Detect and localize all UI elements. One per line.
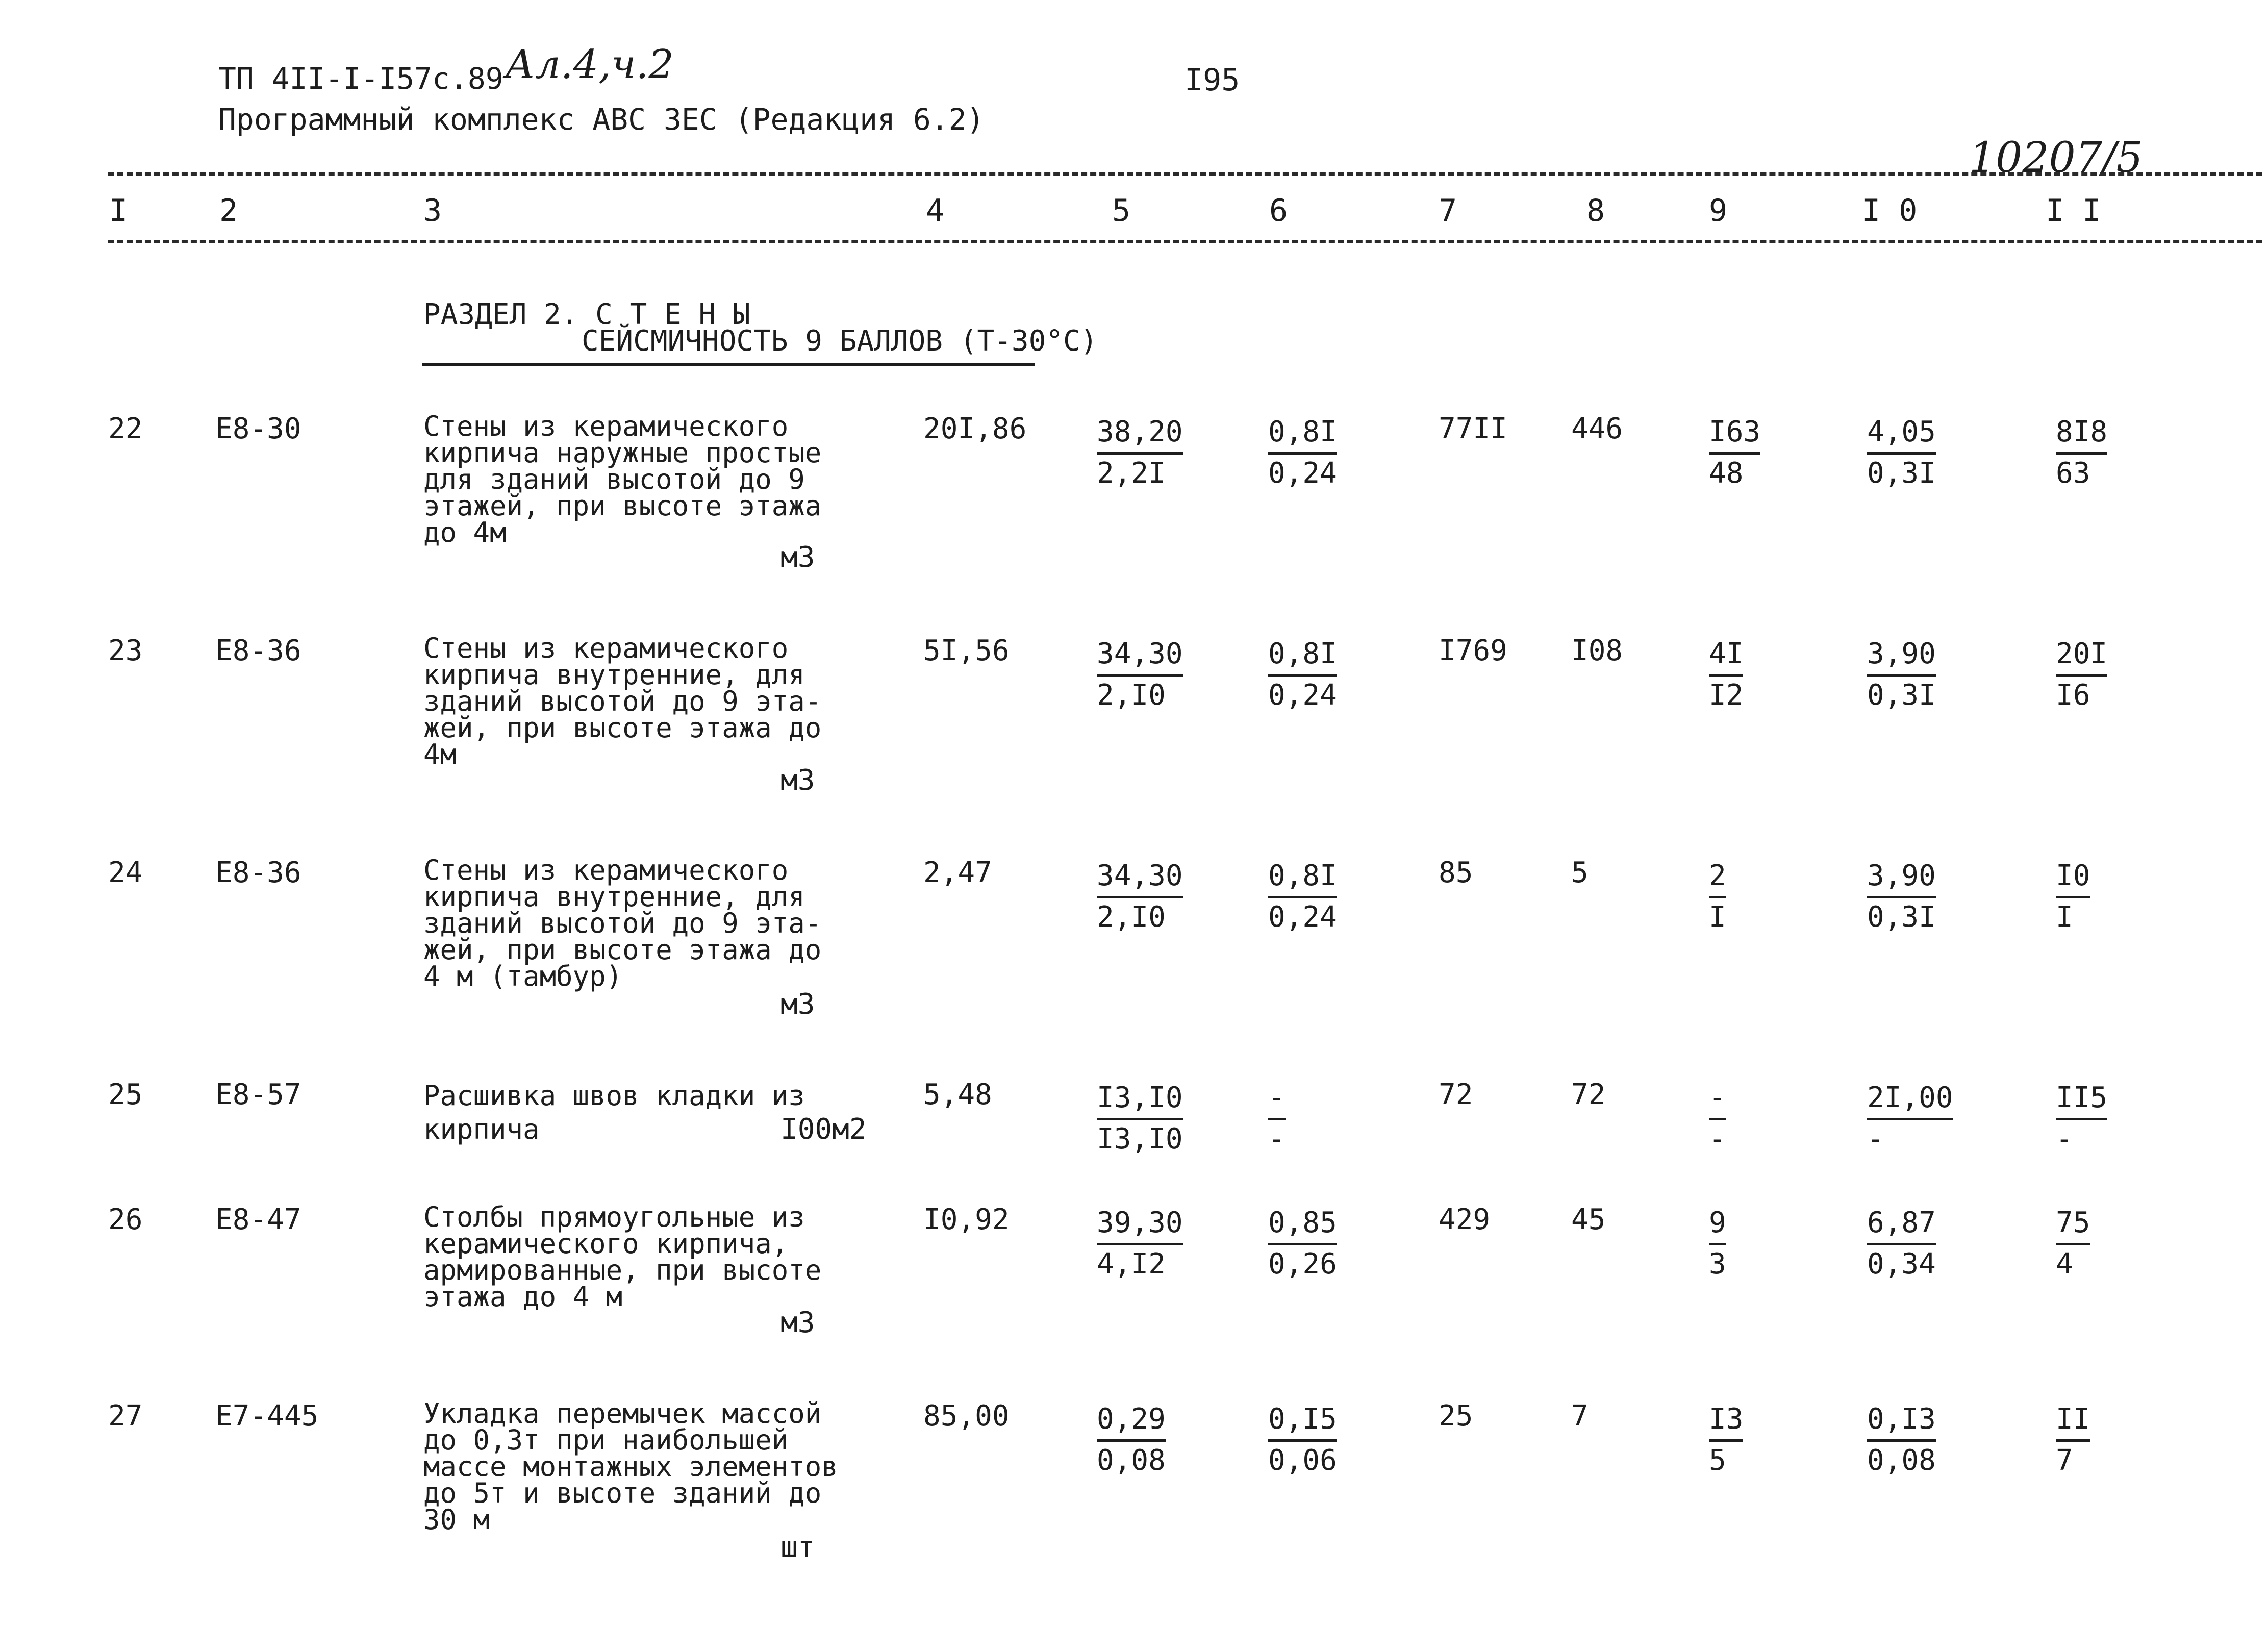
- total-machine-wages: I: [1709, 900, 1726, 934]
- total-machine-cost: [1709, 1079, 1726, 1158]
- unit-cost-total: 34,30: [1097, 635, 1183, 677]
- total-labor-workers: 20I: [2056, 635, 2107, 677]
- handwritten-note: Ал.4,ч.2: [505, 42, 674, 88]
- unit-labor-machinists: 0,3I: [1867, 900, 1936, 934]
- total-cost: 77II: [1439, 412, 1507, 445]
- total-machine-total: 2: [1709, 857, 1726, 898]
- norm-code: Е8-36: [215, 634, 301, 667]
- total-wages: 45: [1571, 1203, 1606, 1236]
- unit-labor-workers: 2I,00: [1867, 1079, 1953, 1120]
- work-description: Столбы прямоугольные из керамического кирпича, армированные, при высоте этажа до 4 м: [423, 1201, 822, 1313]
- unit-machine-total: 0,8I: [1268, 635, 1337, 677]
- unit-labor-workers: 6,87: [1867, 1204, 1936, 1245]
- total-machine-cost: [1709, 857, 1726, 936]
- norm-code: Е8-30: [215, 412, 301, 445]
- total-machine-total: 4I: [1709, 635, 1743, 677]
- column-number: 8: [1586, 193, 1605, 229]
- section-title: РАЗДЕЛ 2. С Т Е Н Ы: [423, 298, 750, 331]
- unit-machine-cost: [1268, 857, 1337, 936]
- total-cost: 429: [1439, 1203, 1491, 1236]
- unit-cost-total: 34,30: [1097, 857, 1183, 898]
- total-machine-total: 9: [1709, 1204, 1726, 1245]
- unit-of-measure: м3: [780, 1306, 815, 1339]
- total-labor-machinists: I: [2056, 900, 2073, 934]
- unit-machine-total: -: [1268, 1079, 1286, 1120]
- total-machine-cost: [1709, 635, 1743, 714]
- total-labor-machinists: -: [2056, 1122, 2073, 1156]
- unit-machine-wages: 0,24: [1268, 457, 1337, 490]
- unit-labor: [1867, 857, 1936, 936]
- row-number: 25: [108, 1078, 143, 1111]
- unit-cost: [1097, 413, 1183, 492]
- column-number: 2: [219, 193, 238, 229]
- archive-number: 10207/5: [1969, 134, 2143, 182]
- unit-machine-cost: [1268, 1400, 1337, 1480]
- norm-code: Е8-47: [215, 1203, 301, 1236]
- work-description: Стены из керамического кирпича наружные простые для зданий высотой до 9 этажей, при высоте этажа до 4м: [423, 410, 822, 548]
- norm-code: Е7-445: [215, 1399, 319, 1433]
- unit-labor: [1867, 1204, 1936, 1283]
- unit-of-measure: м3: [780, 764, 815, 797]
- total-labor: [2056, 635, 2107, 714]
- total-labor-workers: II: [2056, 1400, 2090, 1442]
- quantity: 5I,56: [923, 634, 1010, 667]
- unit-machine-wages: 0,26: [1268, 1247, 1337, 1281]
- unit-cost: [1097, 1204, 1183, 1283]
- unit-labor: [1867, 413, 1936, 492]
- row-number: 22: [108, 412, 143, 445]
- unit-machine-cost: [1268, 635, 1337, 714]
- total-machine-total: I3: [1709, 1400, 1743, 1442]
- total-labor-machinists: I6: [2056, 679, 2090, 712]
- unit-labor-machinists: 0,3I: [1867, 679, 1936, 712]
- total-machine-wages: -: [1709, 1122, 1726, 1156]
- total-machine-wages: 3: [1709, 1247, 1726, 1281]
- unit-labor-workers: 3,90: [1867, 635, 1936, 677]
- unit-labor-workers: 4,05: [1867, 413, 1936, 455]
- total-cost: I769: [1439, 634, 1507, 667]
- total-labor-workers: II5: [2056, 1079, 2107, 1120]
- unit-cost-total: 39,30: [1097, 1204, 1183, 1245]
- header-top-rule: [108, 172, 2262, 176]
- quantity: 5,48: [923, 1078, 992, 1111]
- total-labor-workers: 8I8: [2056, 413, 2107, 455]
- unit-cost-total: 38,20: [1097, 413, 1183, 455]
- page-number: I95: [1185, 62, 1240, 98]
- unit-machine-cost: [1268, 1204, 1337, 1283]
- unit-cost-wages: 2,2I: [1097, 457, 1166, 490]
- norm-code: Е8-36: [215, 856, 301, 889]
- total-machine-wages: I2: [1709, 679, 1744, 712]
- unit-labor-machinists: 0,08: [1867, 1444, 1936, 1477]
- unit-machine-total: 0,85: [1268, 1204, 1337, 1245]
- unit-cost-total: I3,I0: [1097, 1079, 1183, 1120]
- unit-machine-total: 0,8I: [1268, 857, 1337, 898]
- total-labor-workers: I0: [2056, 857, 2090, 898]
- work-description: Стены из керамического кирпича внутренние, для зданий высотой до 9 эта- жей, при высоте этажа до 4 м (тамбур): [423, 854, 822, 992]
- total-machine-wages: 5: [1709, 1444, 1726, 1477]
- unit-machine-wages: 0,24: [1268, 900, 1337, 934]
- work-description: Стены из керамического кирпича внутренние, для зданий высотой до 9 эта- жей, при высоте этажа до 4м: [423, 632, 822, 770]
- row-number: 26: [108, 1203, 143, 1236]
- program-line: Программный комплекс АВС 3ЕС (Редакция 6.2): [218, 102, 985, 137]
- total-machine-wages: 48: [1709, 457, 1744, 490]
- column-number: 7: [1439, 193, 1457, 229]
- total-machine-cost: [1709, 413, 1760, 492]
- column-number: 3: [423, 193, 442, 229]
- total-labor: [2056, 1079, 2107, 1158]
- total-cost: 85: [1439, 856, 1473, 889]
- work-description: Расшивка швов кладки из кирпича: [423, 1080, 805, 1145]
- header-bottom-rule: [108, 240, 2262, 243]
- unit-labor-workers: 3,90: [1867, 857, 1936, 898]
- unit-machine-wages: 0,24: [1268, 679, 1337, 712]
- total-machine-total: -: [1709, 1079, 1726, 1120]
- total-wages: I08: [1571, 634, 1623, 667]
- unit-labor: [1867, 1079, 1953, 1158]
- total-machine-cost: [1709, 1204, 1726, 1283]
- total-labor-machinists: 4: [2056, 1247, 2073, 1281]
- unit-labor-machinists: -: [1867, 1122, 1884, 1156]
- document-code: ТП 4II-I-I57с.89: [218, 61, 503, 96]
- unit-labor: [1867, 635, 1936, 714]
- column-number: I 0: [1862, 193, 1918, 229]
- unit-of-measure: I00м2: [780, 1113, 867, 1146]
- unit-cost: [1097, 857, 1183, 936]
- unit-cost-wages: 0,08: [1097, 1444, 1166, 1477]
- row-number: 23: [108, 634, 143, 667]
- column-number: 4: [926, 193, 945, 229]
- unit-labor-machinists: 0,34: [1867, 1247, 1936, 1281]
- unit-machine-wages: 0,06: [1268, 1444, 1337, 1477]
- unit-of-measure: шт: [780, 1531, 815, 1564]
- unit-cost-wages: 2,I0: [1097, 900, 1166, 934]
- unit-labor-workers: 0,I3: [1867, 1400, 1936, 1442]
- total-machine-total: I63: [1709, 413, 1760, 455]
- row-number: 24: [108, 856, 143, 889]
- unit-machine-cost: [1268, 413, 1337, 492]
- unit-labor-machinists: 0,3I: [1867, 457, 1936, 490]
- unit-cost-wages: 4,I2: [1097, 1247, 1166, 1281]
- unit-of-measure: м3: [780, 988, 815, 1021]
- norm-code: Е8-57: [215, 1078, 301, 1111]
- section-underline: [422, 363, 1035, 366]
- total-wages: 5: [1571, 856, 1589, 889]
- unit-labor: [1867, 1400, 1936, 1480]
- total-labor: [2056, 413, 2107, 492]
- work-description: Укладка перемычек массой до 0,3т при наибольшей массе монтажных элементов до 5т и высоте зданий до 30 м: [423, 1397, 838, 1536]
- row-number: 27: [108, 1399, 143, 1433]
- unit-cost-wages: 2,I0: [1097, 679, 1166, 712]
- total-labor: [2056, 1204, 2090, 1283]
- total-cost: 72: [1439, 1078, 1473, 1111]
- unit-cost: [1097, 1079, 1183, 1158]
- total-labor-machinists: 7: [2056, 1444, 2073, 1477]
- total-machine-cost: [1709, 1400, 1743, 1480]
- column-number: 6: [1269, 193, 1288, 229]
- unit-machine-cost: [1268, 1079, 1286, 1158]
- section-subtitle: СЕЙСМИЧНОСТЬ 9 БАЛЛОВ (Т-30°С): [582, 324, 1098, 358]
- column-number: I I: [2046, 193, 2101, 229]
- total-labor: [2056, 1400, 2090, 1480]
- unit-cost: [1097, 1400, 1166, 1480]
- quantity: I0,92: [923, 1203, 1010, 1236]
- total-labor-machinists: 63: [2056, 457, 2090, 490]
- total-wages: 7: [1571, 1399, 1589, 1433]
- unit-machine-total: 0,I5: [1268, 1400, 1337, 1442]
- unit-of-measure: м3: [780, 541, 815, 574]
- total-wages: 446: [1571, 412, 1623, 445]
- unit-cost: [1097, 635, 1183, 714]
- unit-cost-total: 0,29: [1097, 1400, 1166, 1442]
- total-cost: 25: [1439, 1399, 1473, 1433]
- quantity: 85,00: [923, 1399, 1010, 1433]
- total-labor-workers: 75: [2056, 1204, 2090, 1245]
- column-number: I: [109, 193, 128, 229]
- total-labor: [2056, 857, 2090, 936]
- quantity: 20I,86: [923, 412, 1027, 445]
- column-number: 9: [1709, 193, 1728, 229]
- unit-cost-wages: I3,I0: [1097, 1122, 1183, 1156]
- total-wages: 72: [1571, 1078, 1606, 1111]
- quantity: 2,47: [923, 856, 992, 889]
- column-number: 5: [1112, 193, 1131, 229]
- unit-machine-wages: -: [1268, 1122, 1286, 1156]
- unit-machine-total: 0,8I: [1268, 413, 1337, 455]
